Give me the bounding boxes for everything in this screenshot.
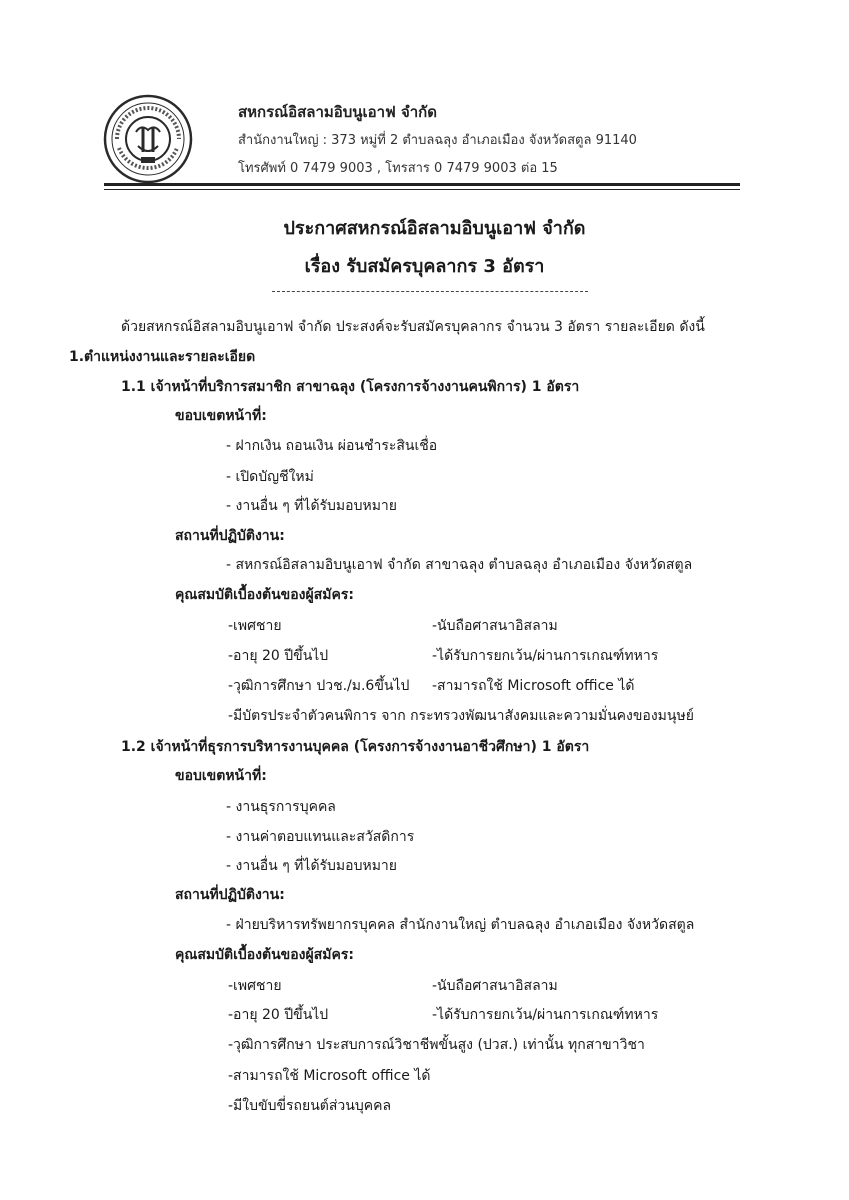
position-2-location-label: สถานที่ปฏิบัติงาน:: [175, 887, 285, 903]
position-1-title: 1.1 เจ้าหน้าที่บริการสมาชิก สาขาฉลุง (โครงการจ้างงานคนพิการ) 1 อัตรา: [121, 379, 580, 395]
position-2-qual: -อายุ 20 ปีขึ้นไป: [228, 1007, 329, 1023]
position-2-location: - ฝ่ายบริหารทรัพยากรบุคคล สำนักงานใหญ่ ตำบลฉลุง อำเภอเมือง จังหวัดสตูล: [226, 917, 695, 933]
position-1-duty: - เปิดบัญชีใหม่: [226, 469, 314, 485]
org-phone: โทรศัพท์ 0 7479 9003 , โทรสาร 0 7479 9003 ต่อ 15: [238, 161, 558, 176]
position-1-location-label: สถานที่ปฏิบัติงาน:: [175, 528, 285, 544]
position-1-qual: -นับถือศาสนาอิสลาม: [432, 618, 558, 634]
position-1-qual: -ได้รับการยกเว้น/ผ่านการเกณฑ์ทหาร: [432, 648, 659, 664]
header-divider-thin: [104, 189, 740, 190]
position-1-qual: -อายุ 20 ปีขึ้นไป: [228, 648, 329, 664]
position-2-qual: -นับถือศาสนาอิสลาม: [432, 978, 558, 994]
position-2-qual: -สามารถใช้ Microsoft office ได้: [228, 1068, 431, 1084]
header-divider-thick: [104, 183, 740, 186]
dashed-divider: [272, 291, 588, 292]
org-address: สำนักงานใหญ่ : 373 หมู่ที่ 2 ตำบลฉลุง อำเภอเมือง จังหวัดสตูล 91140: [238, 133, 637, 148]
position-1-duty: - งานอื่น ๆ ที่ได้รับมอบหมาย: [226, 498, 397, 514]
announcement-title: ประกาศสหกรณ์อิสลามอิบนูเอาฟ จำกัด: [283, 218, 586, 239]
position-1-qual-label: คุณสมบัติเบื้องต้นของผู้สมัคร:: [175, 587, 354, 603]
position-1-qual: -วุฒิการศึกษา ปวช./ม.6ขึ้นไป: [228, 678, 410, 694]
section-heading: 1.ตำแหน่งงานและรายละเอียด: [69, 349, 256, 365]
position-1-duty: - ฝากเงิน ถอนเงิน ผ่อนชำระสินเชื่อ: [226, 438, 438, 454]
position-1-location: - สหกรณ์อิสลามอิบนูเอาฟ จำกัด สาขาฉลุง ตำบลฉลุง อำเภอเมือง จังหวัดสตูล: [226, 557, 693, 573]
position-2-qual: -มีใบขับขี่รถยนต์ส่วนบุคคล: [228, 1098, 392, 1114]
position-1-qual: -มีบัตรประจำตัวคนพิการ จาก กระทรวงพัฒนาสังคมและความมั่นคงของมนุษย์: [228, 708, 694, 724]
announcement-subject: เรื่อง รับสมัครบุคลากร 3 อัตรา: [304, 256, 545, 277]
position-2-duty: - งานธุรการบุคคล: [226, 799, 336, 815]
position-2-qual: -วุฒิการศึกษา ประสบการณ์วิชาชีพขั้นสูง (ปวส.) เท่านั้น ทุกสาขาวิชา: [228, 1037, 645, 1053]
position-2-qual: -เพศชาย: [228, 978, 282, 994]
org-name: สหกรณ์อิสลามอิบนูเอาฟ จำกัด: [238, 103, 437, 121]
cooperative-seal-icon: [103, 94, 193, 184]
position-2-title: 1.2 เจ้าหน้าที่ธุรการบริหารงานบุคคล (โครงการจ้างงานอาชีวศึกษา) 1 อัตรา: [121, 739, 590, 755]
position-2-qual: -ได้รับการยกเว้น/ผ่านการเกณฑ์ทหาร: [432, 1007, 659, 1023]
intro-text: ด้วยสหกรณ์อิสลามอิบนูเอาฟ จำกัด ประสงค์จะรับสมัครบุคลากร จำนวน 3 อัตรา รายละเอียด ดังนี้: [121, 319, 705, 335]
position-2-duty: - งานค่าตอบแทนและสวัสดิการ: [226, 829, 415, 845]
position-2-duties-label: ขอบเขตหน้าที่:: [175, 768, 267, 784]
position-1-qual: -เพศชาย: [228, 618, 282, 634]
position-2-qual-label: คุณสมบัติเบื้องต้นของผู้สมัคร:: [175, 947, 354, 963]
position-2-duty: - งานอื่น ๆ ที่ได้รับมอบหมาย: [226, 858, 397, 874]
position-1-duties-label: ขอบเขตหน้าที่:: [175, 408, 267, 424]
position-1-qual: -สามารถใช้ Microsoft office ได้: [432, 678, 635, 694]
